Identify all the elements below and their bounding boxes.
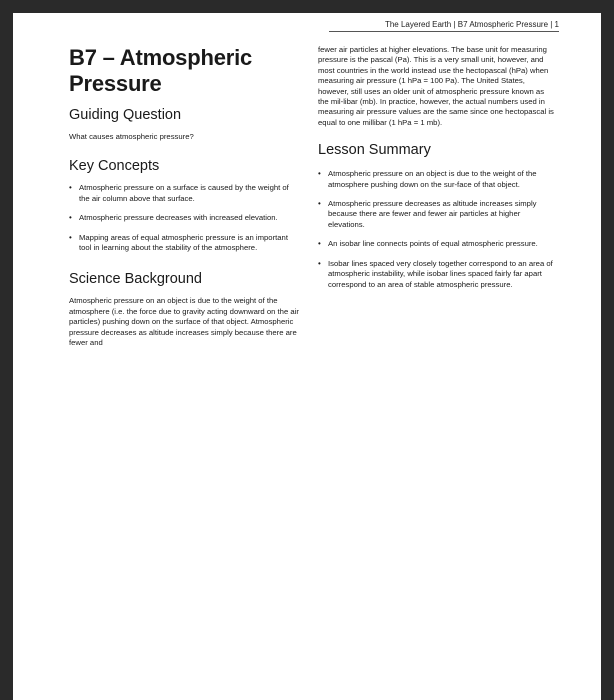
right-column bbox=[318, 45, 555, 308]
science-background-continued: fewer air particles at higher elevations. The base unit for measuring pressure is the pascal (Pa). This is a very small unit, however, and most countries in the world instead use the hectopascal (hPa) when measuring air pressure (1 hPa = 100 Pa). The United States, however, still uses an older unit of atmospheric pressure known as the mil-libar (mb). In practice, however, the actual numbers used in measuring air pressure values are the same since one hectopascal is equal to one millibar (1 hPa = 1 mb). bbox=[318, 45, 554, 127]
lesson-summary-list bbox=[318, 169, 555, 290]
running-head: The Layered Earth | B7 Atmospheric Pressure | 1 bbox=[329, 20, 559, 32]
guiding-question-heading: Guiding Question bbox=[69, 107, 182, 123]
key-concepts-list bbox=[69, 183, 299, 253]
key-concept-item: • Atmospheric pressure decreases with increased elevation. bbox=[69, 213, 299, 223]
science-background-text: Atmospheric pressure on an object is due to the weight of the atmosphere (i.e. the force due to gravity acting downward on the air particles) pushing down on the surface of that object. Atmospheric pressure decreases as altitude increases simply because there are fewer and bbox=[69, 296, 299, 348]
document-page bbox=[13, 13, 601, 700]
guiding-question-text: What causes atmospheric pressure? bbox=[69, 132, 194, 141]
title-line-2: Pressure bbox=[69, 71, 162, 96]
title-line-1: B7 – Atmospheric bbox=[69, 45, 253, 70]
left-column bbox=[69, 45, 299, 348]
page-title bbox=[69, 45, 299, 97]
key-concepts-heading: Key Concepts bbox=[69, 158, 160, 175]
lesson-summary-heading: Lesson Summary bbox=[318, 142, 431, 159]
key-concept-item: • Mapping areas of equal atmospheric pressure is an important tool in learning about the stability of the atmosphere. bbox=[69, 233, 299, 254]
summary-item: • Atmospheric pressure on an object is due to the weight of the atmosphere pushing down on the sur-face of that object. bbox=[318, 169, 555, 190]
summary-item: • Atmospheric pressure decreases as altitude increases simply because there are fewer and fewer air particles at higher elevations. bbox=[318, 199, 555, 230]
summary-item: • Isobar lines spaced very closely together correspond to an area of atmospheric instability, while isobar lines spaced fairly far apart correspond to an area of stable atmospheric pressure. bbox=[318, 259, 555, 290]
summary-item: • An isobar line connects points of equal atmospheric pressure. bbox=[318, 239, 555, 249]
science-background-heading: Science Background bbox=[69, 271, 202, 288]
key-concept-item: • Atmospheric pressure on a surface is caused by the weight of the air column above that surface. bbox=[69, 183, 299, 204]
